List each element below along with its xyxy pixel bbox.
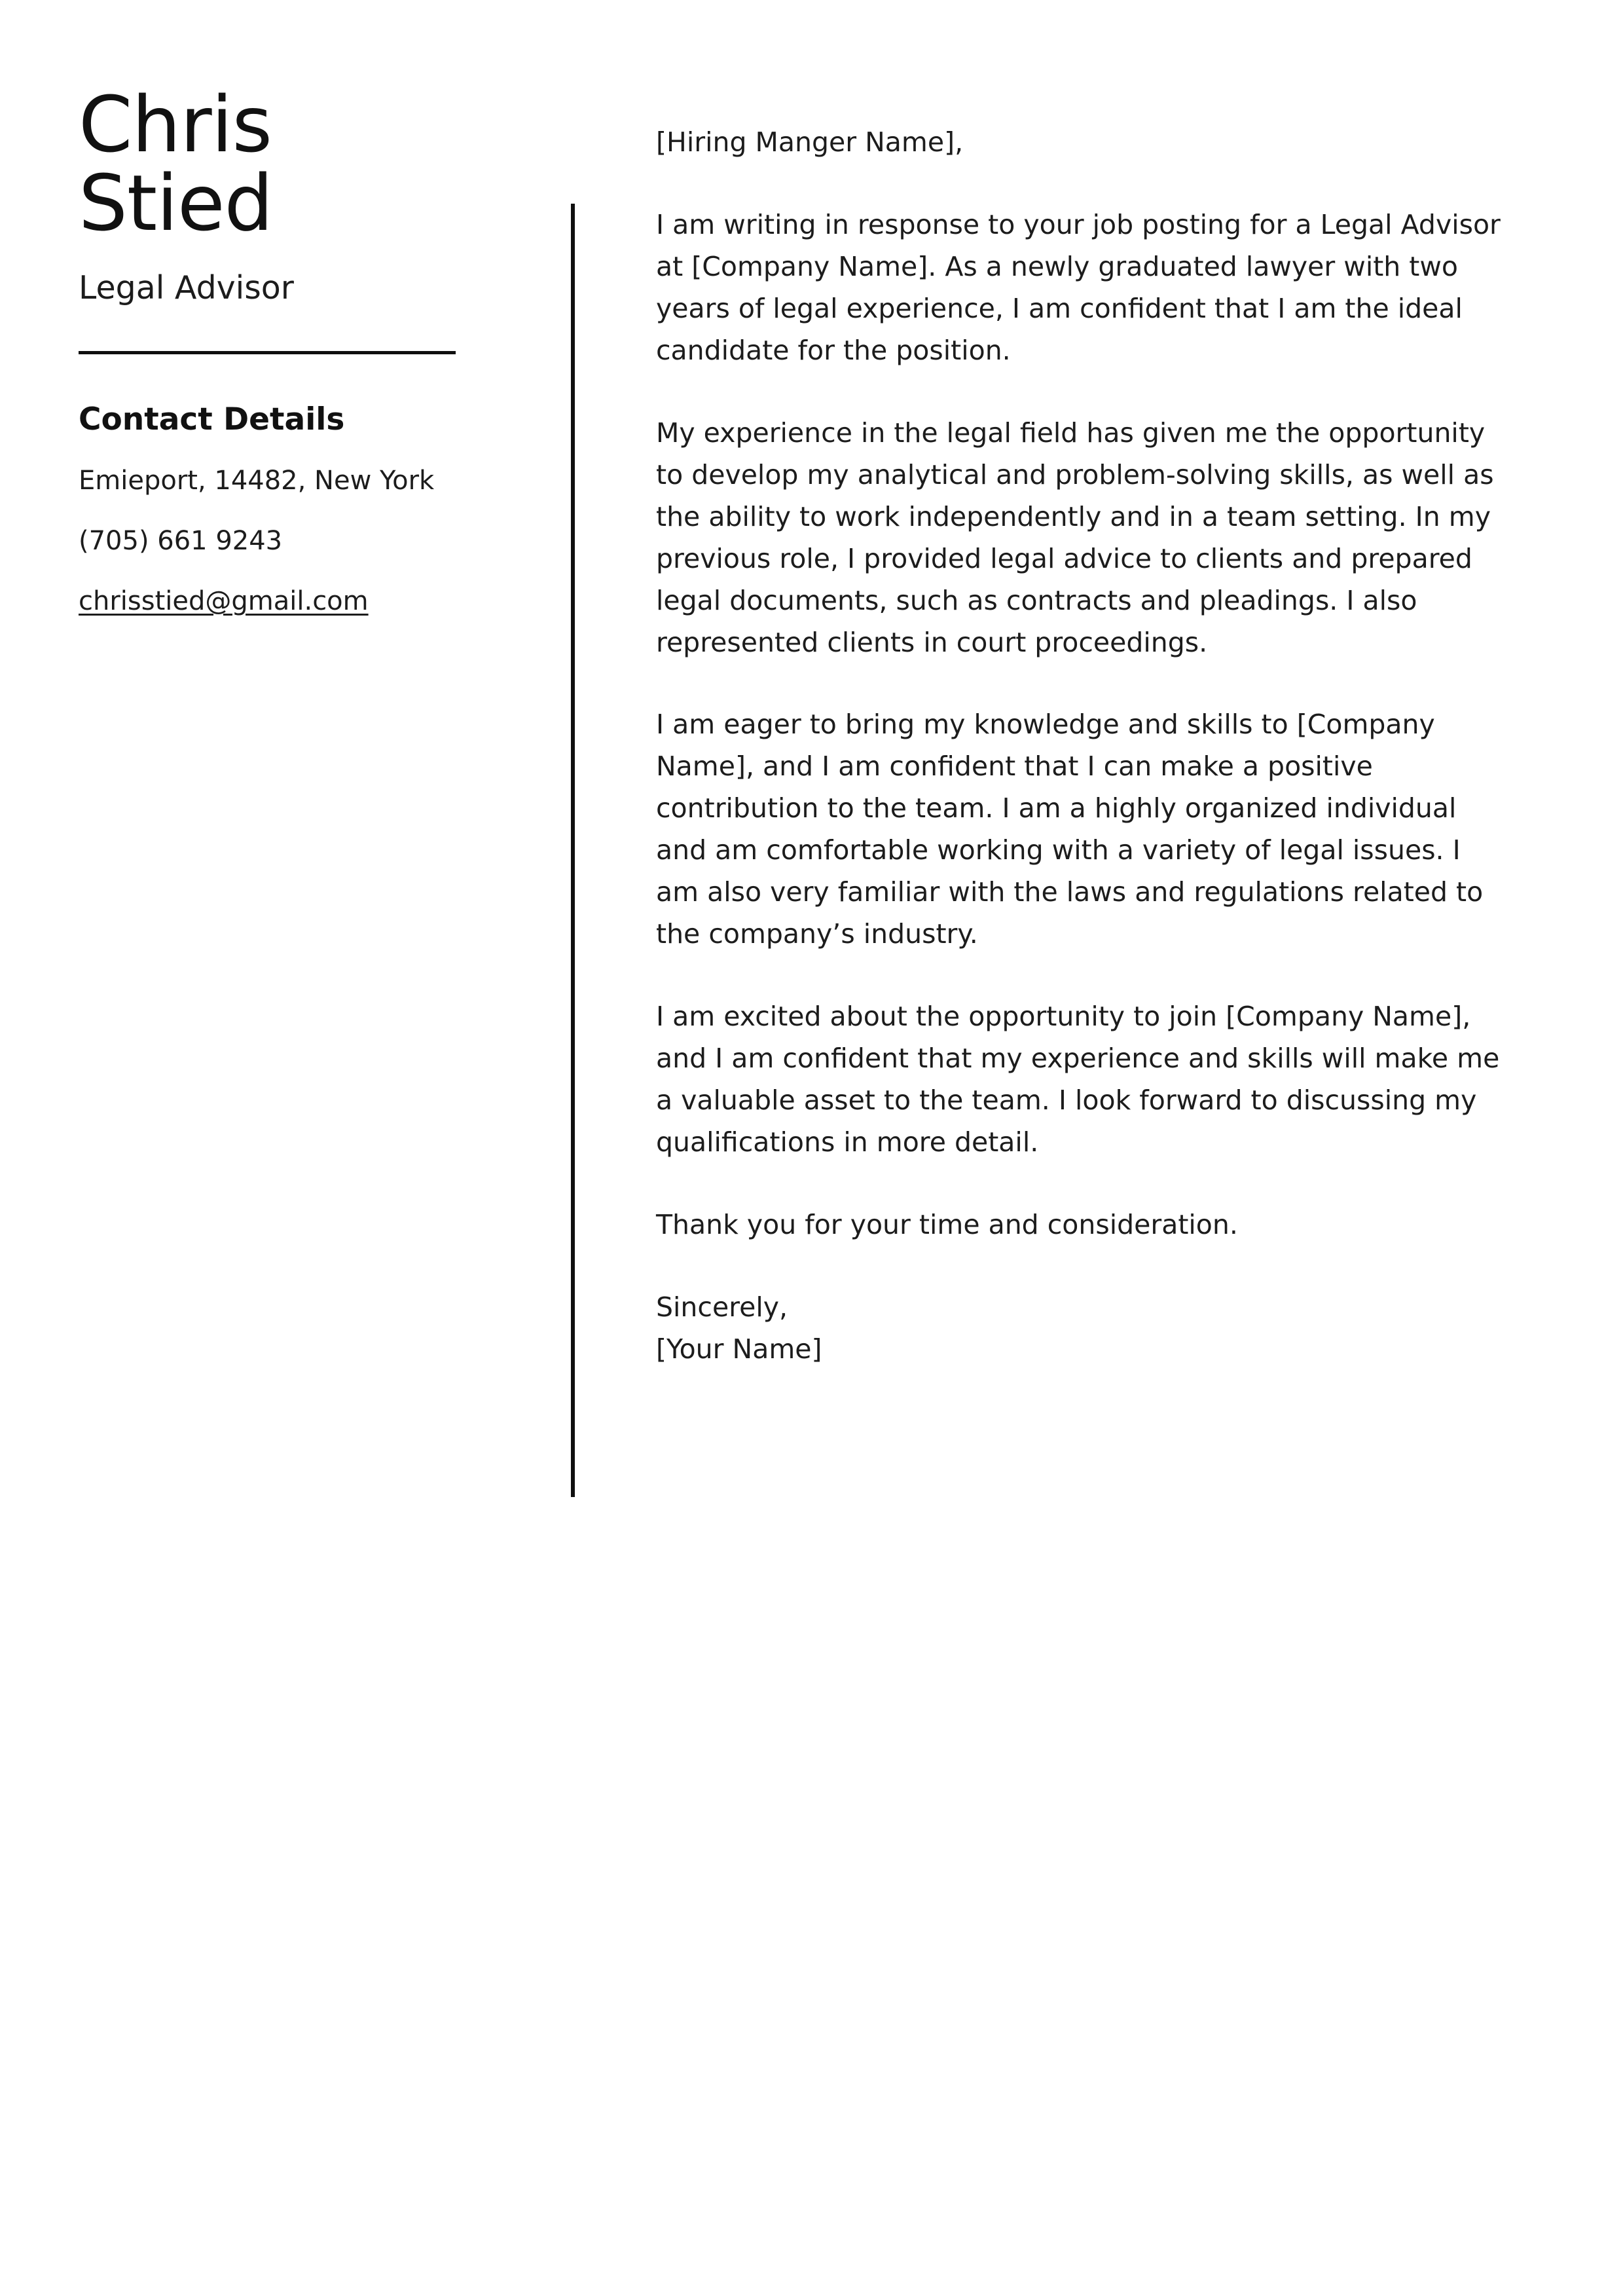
signoff-block	[656, 1287, 1507, 1371]
letter-paragraph: I am eager to bring my knowledge and skills to [Company Name], and I am confident that I can make a positive contribution to the team. I am a highly organized individual and am comfortable working with a variety of legal issues. I am also very familiar with the laws and regulations related to the company’s industry.	[656, 709, 1484, 950]
letter-paragraph: My experience in the legal field has given me the opportunity to develop my analytical and problem-solving skills, as well as the ability to work independently and in a team setting. In my previous role, I provided legal advice to clients and prepared legal documents, such as contracts and pleadings. I also represented clients in court proceedings.	[656, 417, 1494, 658]
letter-signature-name: [Your Name]	[656, 1333, 822, 1365]
letter-body	[656, 122, 1507, 1371]
contact-address: Emieport, 14482, New York	[79, 465, 435, 496]
letter-thank-you: Thank you for your time and consideration.	[656, 1209, 1238, 1241]
candidate-name	[79, 79, 471, 249]
contact-details-heading: Contact Details	[79, 401, 345, 437]
job-title: Legal Advisor	[79, 268, 294, 306]
letter-closing: Sincerely,	[656, 1291, 788, 1323]
column-divider	[571, 204, 575, 1497]
sidebar	[79, 79, 471, 618]
last-name: Stied	[79, 158, 273, 249]
letter-paragraph: I am excited about the opportunity to join [Company Name], and I am confident that my experience and skills will make me a valuable asset to the team. I look forward to discussing my qualifications in more detail.	[656, 1001, 1500, 1158]
letter-salutation: [Hiring Manger Name],	[656, 126, 964, 158]
first-name: Chris	[79, 79, 272, 170]
contact-list	[79, 464, 471, 618]
contact-phone: (705) 661 9243	[79, 525, 283, 556]
contact-email-link[interactable]: chrisstied@gmail.com	[79, 585, 369, 616]
sidebar-divider-rule	[79, 351, 456, 354]
contact-email-item	[79, 585, 471, 618]
letter-paragraph: I am writing in response to your job posting for a Legal Advisor at [Company Name]. As a newly graduated lawyer with two years of legal experience, I am confident that I am the ideal candidate for the position.	[656, 208, 1501, 366]
